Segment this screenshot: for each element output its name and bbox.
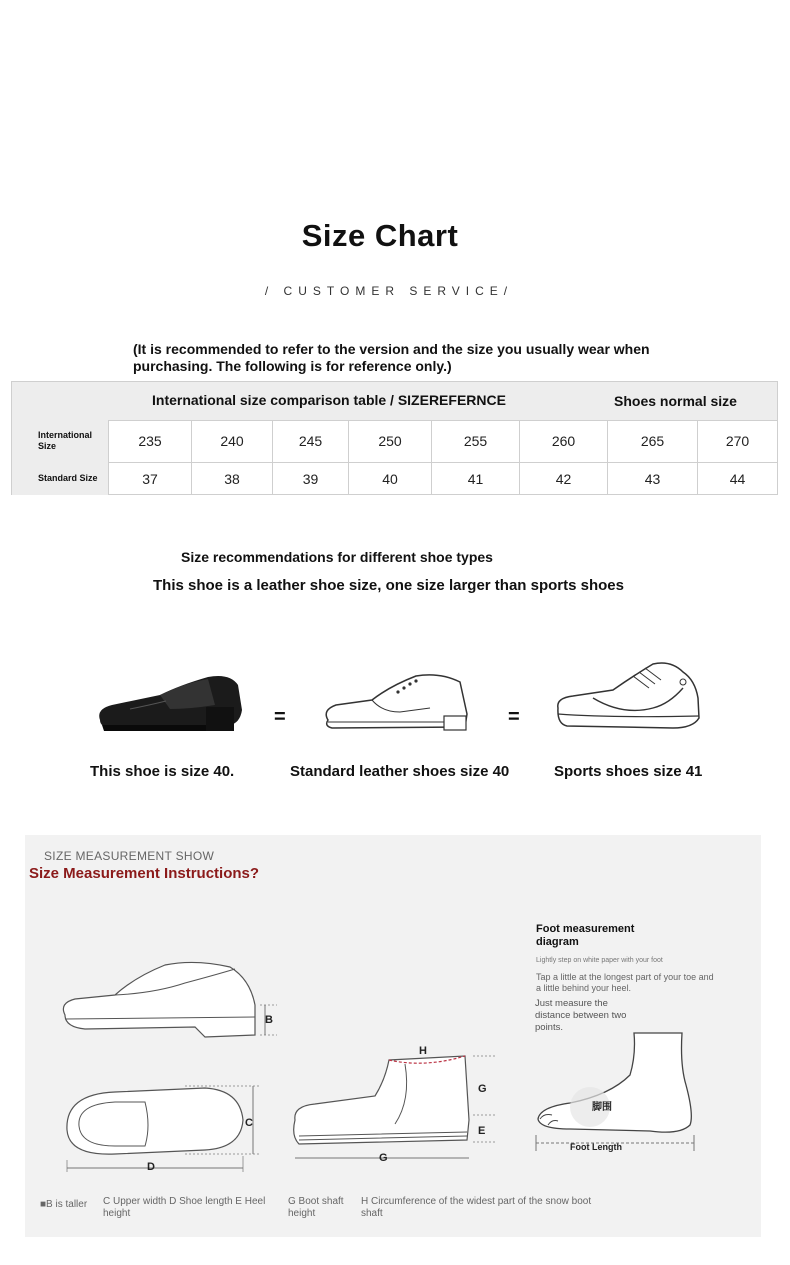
table-cell: 38: [191, 462, 272, 495]
foot-length-label: Foot Length: [570, 1142, 622, 1152]
recommend-subheading: This shoe is a leather shoe size, one size larger than sports shoes: [153, 577, 624, 594]
caption-this-shoe: This shoe is size 40.: [90, 763, 235, 780]
foot-drawing: [530, 1025, 710, 1160]
table-cell: 39: [272, 462, 348, 495]
table-header: [12, 382, 777, 421]
table-cell: 265: [607, 420, 697, 462]
foot-diagram-small: Lightly step on white paper with your foot: [536, 957, 663, 964]
size-table: [11, 381, 778, 495]
sports-shoe-drawing: [553, 658, 703, 733]
recommend-heading: Size recommendations for different shoe types: [181, 549, 493, 565]
foot-diagram-tap: Tap a little at the longest part of your toe and a little behind your heel.: [536, 972, 714, 993]
label-c: C: [245, 1117, 253, 1129]
page-title: Size Chart: [301, 218, 459, 253]
table-row-standard: [12, 462, 777, 495]
standard-leather-shoe-drawing: [320, 672, 475, 737]
footnote-g: G Boot shaft height: [288, 1196, 344, 1219]
table-row-international: [12, 420, 777, 463]
measurement-title: Size Measurement Instructions?: [29, 865, 260, 882]
table-cell: 40: [348, 462, 431, 495]
table-cell: 240: [191, 420, 272, 462]
foot-diagram-measure: Just measure the distance between two points.: [535, 998, 627, 1033]
label-g-right: G: [478, 1083, 487, 1095]
table-cell: 37: [108, 462, 191, 495]
equals-sign: =: [274, 706, 286, 728]
table-heading-left: International size comparison table / SIZEREFERNCE: [152, 392, 506, 408]
caption-standard-leather: Standard leather shoes size 40: [290, 763, 510, 780]
label-g-bottom: G: [379, 1152, 388, 1164]
loafer-top-drawing: [55, 1080, 275, 1175]
foot-diagram-title: Foot measurement diagram: [536, 923, 635, 948]
label-e: E: [478, 1125, 486, 1137]
table-cell: 41: [431, 462, 519, 495]
table-cell: 255: [431, 420, 519, 462]
loafer-side-drawing: [55, 955, 285, 1045]
table-cell: 260: [519, 420, 607, 462]
boot-drawing: [285, 1040, 500, 1170]
table-cell: 44: [697, 462, 777, 495]
page-subtitle: / CUSTOMER SERVICE/: [264, 284, 514, 298]
leather-shoe-photo: [90, 665, 250, 740]
measurement-label: SIZE MEASUREMENT SHOW: [44, 849, 215, 863]
reference-note: (It is recommended to refer to the version and the size you usually wear when purchasing. The following is for reference only.): [133, 341, 650, 374]
equals-sign: =: [508, 706, 520, 728]
footnote-cde: C Upper width D Shoe length E Heel height: [103, 1196, 266, 1219]
footnote-h: H Circumference of the widest part of the snow boot shaft: [361, 1196, 592, 1219]
table-cell: 245: [272, 420, 348, 462]
table-cell: 42: [519, 462, 607, 495]
table-cell: 250: [348, 420, 431, 462]
label-h: H: [419, 1045, 427, 1057]
table-cell: 235: [108, 420, 191, 462]
label-b: B: [265, 1014, 273, 1026]
label-d: D: [147, 1161, 155, 1173]
table-cell: 43: [607, 462, 697, 495]
row-label-standard: Standard Size: [12, 462, 108, 495]
row-label-international: International Size: [12, 420, 108, 462]
footnote-b: ■B is taller: [40, 1199, 88, 1210]
table-heading-right: Shoes normal size: [614, 393, 737, 409]
table-cell: 270: [697, 420, 777, 462]
foot-circumference-label: 脚围: [592, 1102, 612, 1113]
caption-sports: Sports shoes size 41: [554, 763, 703, 780]
